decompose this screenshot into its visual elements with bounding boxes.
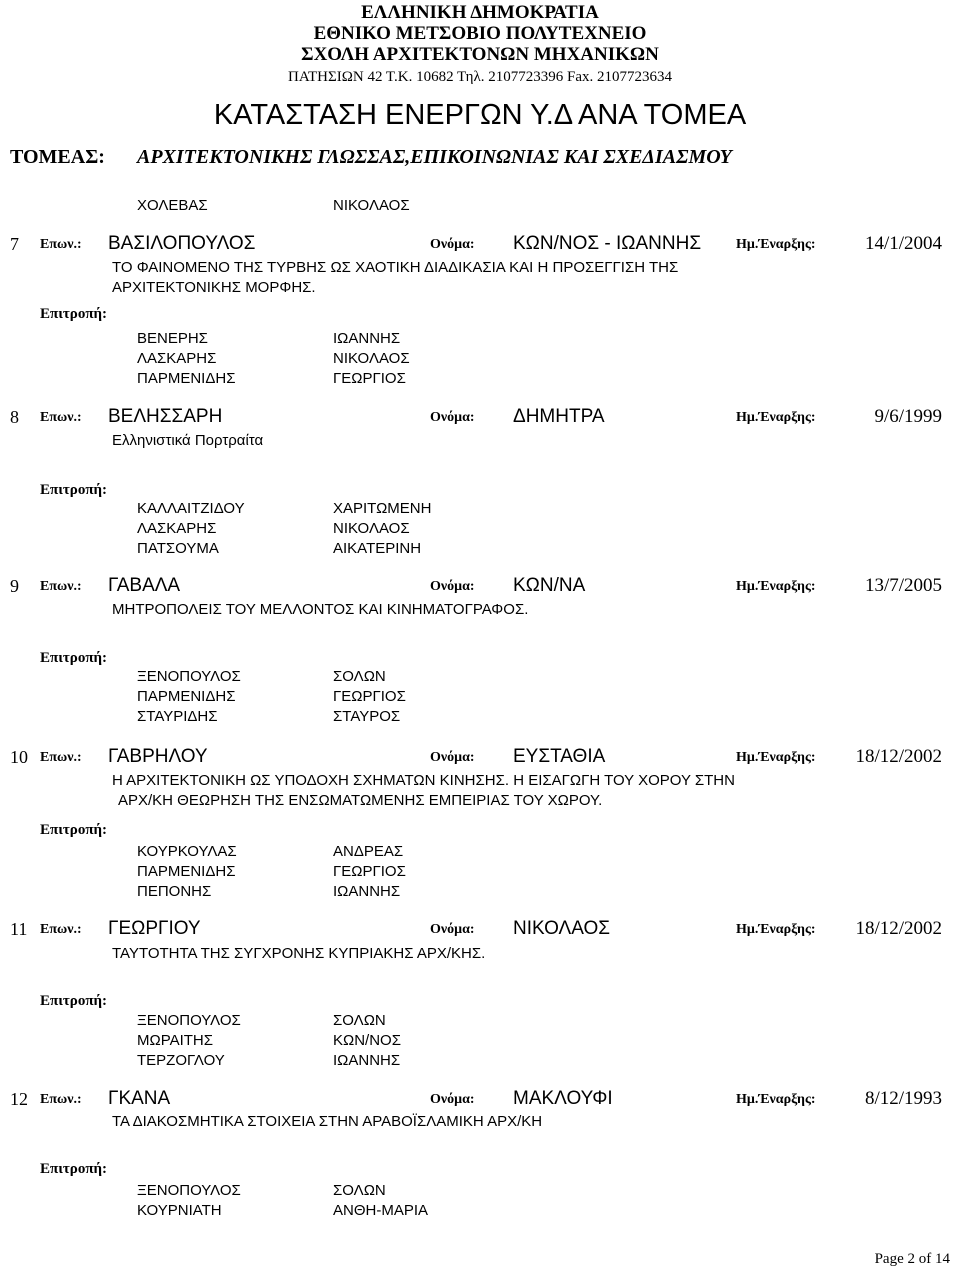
name-label: Ονόμα:	[430, 1092, 475, 1107]
committee-member-name: ΚΩΝ/ΝΟΣ	[333, 1032, 401, 1049]
entry-start-date: 18/12/2002	[855, 918, 942, 939]
committee-member-surname: ΚΟΥΡΝΙΑΤΗ	[137, 1202, 222, 1219]
name-label: Ονόμα:	[430, 579, 475, 594]
header-line-3: ΣΧΟΛΗ ΑΡΧΙΤΕΚΤΟΝΩΝ ΜΗΧΑΝΙΚΩΝ	[301, 44, 659, 65]
sector-name: ΑΡΧΙΤΕΚΤΟΝΙΚΗΣ ΓΛΩΣΣΑΣ,ΕΠΙΚΟΙΝΩΝΙΑΣ ΚΑΙ ΣΧΕΔΙΑΣΜΟΥ	[137, 146, 732, 168]
entry-first-name: ΔΗΜΗΤΡΑ	[513, 406, 605, 427]
committee-member-surname: ΠΕΠΟΝΗΣ	[137, 883, 212, 900]
committee-member-name: ΙΩΑΝΝΗΣ	[333, 1052, 401, 1069]
entry-number: 10	[10, 747, 28, 767]
carryover-committee-member-2: ΝΙΚΟΛΑΟΣ	[333, 197, 410, 214]
entry-first-name: ΚΩΝ/ΝΟΣ - ΙΩΑΝΝΗΣ	[513, 233, 702, 254]
committee-member-surname: ΞΕΝΟΠΟΥΛΟΣ	[137, 1012, 241, 1029]
sector-label: ΤΟΜΕΑΣ:	[10, 146, 105, 168]
committee-member-name: ΑΝΔΡΕΑΣ	[333, 843, 404, 860]
committee-member-name: ΑΝΘΗ-ΜΑΡΙΑ	[333, 1202, 429, 1219]
committee-member-name: ΓΕΩΡΓΙΟΣ	[333, 688, 406, 705]
entry-topic-line: ΑΡΧ/ΚΗ ΘΕΩΡΗΣΗ ΤΗΣ ΕΝΣΩΜΑΤΩΜΕΝΗΣ ΕΜΠΕΙΡΙΑΣ ΤΟΥ ΧΩΡΟΥ.	[118, 792, 603, 809]
entry-start-date: 13/7/2005	[864, 575, 942, 596]
entry-surname: ΒΑΣΙΛΟΠΟΥΛΟΣ	[108, 233, 256, 254]
surname-label: Επων.:	[40, 237, 82, 252]
entry-surname: ΒΕΛΗΣΣΑΡΗ	[108, 406, 223, 427]
entry-surname: ΓΑΒΡΗΛΟΥ	[108, 746, 208, 767]
committee-member-surname: ΠΑΡΜΕΝΙΔΗΣ	[137, 688, 236, 705]
committee-member-name: ΙΩΑΝΝΗΣ	[333, 883, 401, 900]
committee-label: Επιτροπή:	[40, 1161, 108, 1177]
start-date-label: Ημ.Έναρξης:	[736, 750, 816, 765]
committee-member-name: ΣΟΛΩΝ	[333, 1182, 386, 1199]
name-label: Ονόμα:	[430, 750, 475, 765]
committee-member-name: ΝΙΚΟΛΑΟΣ	[333, 520, 410, 537]
surname-label: Επων.:	[40, 1092, 82, 1107]
committee-member-name: ΓΕΩΡΓΙΟΣ	[333, 863, 406, 880]
start-date-label: Ημ.Έναρξης:	[736, 1092, 816, 1107]
entry-surname: ΓΑΒΑΛΑ	[108, 575, 181, 596]
name-label: Ονόμα:	[430, 237, 475, 252]
committee-label: Επιτροπή:	[40, 306, 108, 322]
committee-member-name: ΓΕΩΡΓΙΟΣ	[333, 370, 406, 387]
committee-member-name: ΙΩΑΝΝΗΣ	[333, 330, 401, 347]
committee-member-name: ΧΑΡΙΤΩΜΕΝΗ	[333, 500, 432, 517]
committee-label: Επιτροπή:	[40, 993, 108, 1009]
surname-label: Επων.:	[40, 750, 82, 765]
header-address: ΠΑΤΗΣΙΩΝ 42 Τ.Κ. 10682 Τηλ. 2107723396 Fax. 2107723634	[287, 69, 673, 85]
committee-member-surname: ΛΑΣΚΑΡΗΣ	[137, 350, 217, 367]
committee-label: Επιτροπή:	[40, 650, 108, 666]
entry-number: 9	[10, 576, 19, 596]
committee-member-name: ΣΟΛΩΝ	[333, 1012, 386, 1029]
start-date-label: Ημ.Έναρξης:	[736, 237, 816, 252]
entry-surname: ΓΕΩΡΓΙΟΥ	[108, 918, 201, 939]
page-title: ΚΑΤΑΣΤΑΣΗ ΕΝΕΡΓΩΝ Υ.Δ ΑΝΑ ΤΟΜΕΑ	[213, 99, 747, 131]
start-date-label: Ημ.Έναρξης:	[736, 922, 816, 937]
surname-label: Επων.:	[40, 579, 82, 594]
surname-label: Επων.:	[40, 410, 82, 425]
entry-start-date: 14/1/2004	[864, 233, 942, 254]
entry-number: 11	[10, 919, 28, 939]
committee-label: Επιτροπή:	[40, 822, 108, 838]
committee-member-surname: ΞΕΝΟΠΟΥΛΟΣ	[137, 1182, 241, 1199]
committee-member-surname: ΚΑΛΛΑΙΤΖΙΔΟΥ	[137, 500, 245, 517]
name-label: Ονόμα:	[430, 922, 475, 937]
committee-member-surname: ΤΕΡΖΟΓΛΟΥ	[137, 1052, 225, 1069]
committee-member-name: ΑΙΚΑΤΕΡΙΝΗ	[333, 540, 422, 557]
committee-member-surname: ΛΑΣΚΑΡΗΣ	[137, 520, 217, 537]
committee-member-surname: ΠΑΡΜΕΝΙΔΗΣ	[137, 863, 236, 880]
committee-member-name: ΣΟΛΩΝ	[333, 668, 386, 685]
start-date-label: Ημ.Έναρξης:	[736, 579, 816, 594]
header-line-2: ΕΘΝΙΚΟ ΜΕΤΣΟΒΙΟ ΠΟΛΥΤΕΧΝΕΙΟ	[313, 23, 647, 44]
entry-number: 12	[10, 1089, 28, 1109]
entry-first-name: ΝΙΚΟΛΑΟΣ	[513, 918, 611, 939]
entry-topic-line: Ελληνιστικά Πορτραίτα	[112, 432, 264, 449]
entry-number: 8	[10, 407, 19, 427]
entry-topic-line: ΤΑΥΤΟΤΗΤΑ ΤΗΣ ΣΥΓΧΡΟΝΗΣ ΚΥΠΡΙΑΚΗΣ ΑΡΧ/ΚΗΣ.	[112, 945, 486, 962]
surname-label: Επων.:	[40, 922, 82, 937]
name-label: Ονόμα:	[430, 410, 475, 425]
committee-member-surname: ΜΩΡΑΙΤΗΣ	[137, 1032, 214, 1049]
committee-member-surname: ΠΑΤΣΟΥΜΑ	[137, 540, 219, 557]
entry-topic-line: ΜΗΤΡΟΠΟΛΕΙΣ ΤΟΥ ΜΕΛΛΟΝΤΟΣ ΚΑΙ ΚΙΝΗΜΑΤΟΓΡΑΦΟΣ.	[112, 601, 529, 618]
entry-first-name: ΚΩΝ/ΝΑ	[513, 575, 586, 596]
entry-topic-line: ΤΟ ΦΑΙΝΟΜΕΝΟ ΤΗΣ ΤΥΡΒΗΣ ΩΣ ΧΑΟΤΙΚΗ ΔΙΑΔΙΚΑΣΙΑ ΚΑΙ Η ΠΡΟΣΕΓΓΙΣΗ ΤΗΣ	[112, 259, 679, 276]
header-line-1: ΕΛΛΗΝΙΚΗ ΔΗΜΟΚΡΑΤΙΑ	[361, 2, 599, 23]
committee-member-surname: ΒΕΝΕΡΗΣ	[137, 330, 208, 347]
committee-label: Επιτροπή:	[40, 482, 108, 498]
entry-topic-line: ΑΡΧΙΤΕΚΤΟΝΙΚΗΣ ΜΟΡΦΗΣ.	[112, 279, 316, 296]
entry-surname: ΓΚΑΝΑ	[108, 1088, 171, 1109]
carryover-committee-member-1: ΧΟΛΕΒΑΣ	[137, 197, 208, 214]
entry-first-name: ΜΑΚΛΟΥΦΙ	[513, 1088, 613, 1109]
entry-first-name: ΕΥΣΤΑΘΙΑ	[513, 746, 606, 767]
page-number: Page 2 of 14	[874, 1251, 950, 1267]
entry-number: 7	[10, 234, 19, 254]
committee-member-surname: ΣΤΑΥΡΙΔΗΣ	[137, 708, 218, 725]
entry-topic-line: Η ΑΡΧΙΤΕΚΤΟΝΙΚΗ ΩΣ ΥΠΟΔΟΧΗ ΣΧΗΜΑΤΩΝ ΚΙΝΗΣΗΣ. Η ΕΙΣΑΓΩΓΗ ΤΟΥ ΧΟΡΟΥ ΣΤΗΝ	[112, 772, 735, 789]
entry-start-date: 9/6/1999	[874, 406, 942, 427]
start-date-label: Ημ.Έναρξης:	[736, 410, 816, 425]
committee-member-surname: ΞΕΝΟΠΟΥΛΟΣ	[137, 668, 241, 685]
committee-member-name: ΣΤΑΥΡΟΣ	[333, 708, 401, 725]
entry-start-date: 8/12/1993	[864, 1088, 942, 1109]
committee-member-surname: ΠΑΡΜΕΝΙΔΗΣ	[137, 370, 236, 387]
entry-topic-line: ΤΑ ΔΙΑΚΟΣΜΗΤΙΚΑ ΣΤΟΙΧΕΙΑ ΣΤΗΝ ΑΡΑΒΟΪΣΛΑΜΙΚΗ ΑΡΧ/ΚΗ	[112, 1113, 543, 1130]
entry-start-date: 18/12/2002	[855, 746, 942, 767]
committee-member-name: ΝΙΚΟΛΑΟΣ	[333, 350, 410, 367]
committee-member-surname: ΚΟΥΡΚΟΥΛΑΣ	[137, 843, 237, 860]
